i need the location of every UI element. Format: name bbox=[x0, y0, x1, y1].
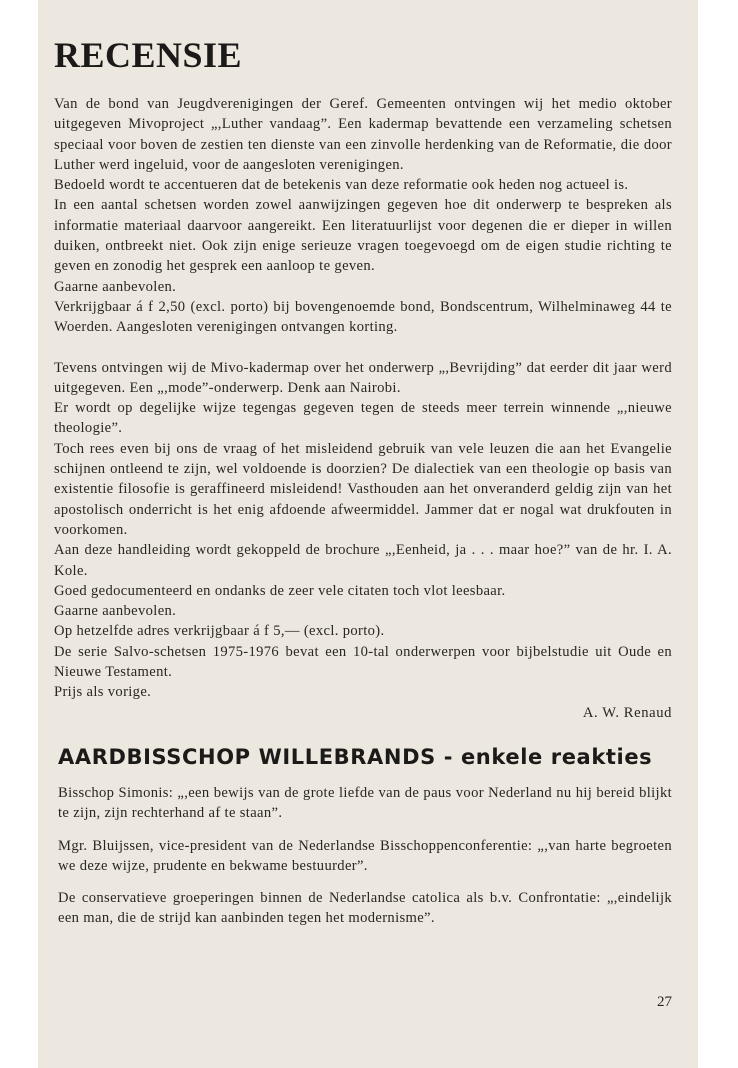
paragraph: Gaarne aanbevolen. bbox=[54, 278, 177, 295]
recensie-part-1 bbox=[54, 94, 672, 338]
quote-paragraph: Mgr. Bluijssen, vice-president van de Nederlandse Bisschoppenconferentie: „,van harte begroeten we deze wijze, prudente en bekwame bestuurder”. bbox=[58, 837, 672, 874]
author-signature: A. W. Renaud bbox=[582, 704, 672, 721]
recensie-heading: RECENSIE bbox=[54, 35, 243, 75]
reakties-block bbox=[54, 783, 672, 929]
section-gap bbox=[54, 338, 672, 358]
paragraph: Bedoeld wordt te accentueren dat de betekenis van deze reformatie ook heden nog actueel is. bbox=[54, 177, 629, 194]
page bbox=[38, 0, 698, 1068]
reakties-heading: AARDBISSCHOP WILLEBRANDS - enkele reakties bbox=[58, 744, 653, 769]
paragraph: Gaarne aanbevolen. bbox=[54, 603, 177, 620]
paragraph: In een aantal schetsen worden zowel aanwijzingen gegeven hoe dit onderwerp te bespreken als informatie materiaal daarvoor aangereikt. Een literatuurlijst voor degenen die er dieper in willen duiken, ontbreekt niet. Ook zijn enige serieuze vragen toegevoegd om de eigen studie richting te geven en zonodig het gesprek een aanloop te geven. bbox=[54, 197, 672, 275]
paragraph: Van de bond van Jeugdverenigingen der Geref. Gemeenten ontvingen wij het medio oktober uitgegeven Mivoproject „,Luther vandaag”. Een kadermap bevattende een verzameling schetsen speciaal voor boven de zestien ten dienste van een zinvolle herdenking van de Reformatie, die door Luther werd ingeluid, voor de aangesloten verenigingen. bbox=[54, 96, 672, 173]
paragraph: De serie Salvo-schetsen 1975-1976 bevat een 10-tal onderwerpen voor bijbelstudie uit Oude en Nieuwe Testament. bbox=[54, 643, 672, 681]
paragraph: Toch rees even bij ons de vraag of het misleidend gebruik van vele leuzen die aan het Evangelie schijnen ontleend te zijn, wel voldoende is doorzien? De dialectiek van een theologie op basis van existentie filosofie is geraffineerd misleidend! Vasthouden aan het onveranderd geldig zijn van het apostolisch onderricht is het enig afdoende afweermiddel. Jammer dat er nogal wat drukfouten in voorkomen. bbox=[54, 440, 672, 538]
paragraph: Op hetzelfde adres verkrijgbaar á f 5,— (excl. porto). bbox=[54, 623, 385, 640]
paragraph: Er wordt op degelijke wijze tegengas gegeven tegen de steeds meer terrein winnende „,nieuwe theologie”. bbox=[54, 400, 672, 437]
page-content bbox=[54, 22, 672, 941]
paragraph: Goed gedocumenteerd en ondanks de zeer vele citaten toch vlot leesbaar. bbox=[54, 582, 506, 599]
paragraph: Prijs als vorige. bbox=[54, 684, 152, 701]
paragraph: Tevens ontvingen wij de Mivo-kadermap over het onderwerp „,Bevrijding” dat eerder dit jaar werd uitgegeven. Een „,mode”-onderwerp. Denk aan Nairobi. bbox=[54, 359, 672, 396]
recensie-part-2 bbox=[54, 358, 672, 703]
quote-paragraph: Bisschop Simonis: „,een bewijs van de grote liefde van de paus voor Nederland nu hij bereid blijkt te zijn, zijn rechterhand af te staan”. bbox=[58, 784, 672, 822]
paragraph: Aan deze handleiding wordt gekoppeld de brochure „,Eenheid, ja . . . maar hoe?” van de hr. I. A. Kole. bbox=[54, 542, 672, 579]
page-number: 27 bbox=[657, 994, 672, 1010]
quote-paragraph: De conservatieve groeperingen binnen de Nederlandse catolica als b.v. Confrontatie: „,eindelijk een man, die de strijd kan aanbinden tegen het modernisme”. bbox=[58, 890, 672, 927]
paragraph: Verkrijgbaar á f 2,50 (excl. porto) bij bovengenoemde bond, Bondscentrum, Wilhelminaweg 44 te Woerden. Aangesloten verenigingen ontvangen korting. bbox=[54, 298, 672, 336]
